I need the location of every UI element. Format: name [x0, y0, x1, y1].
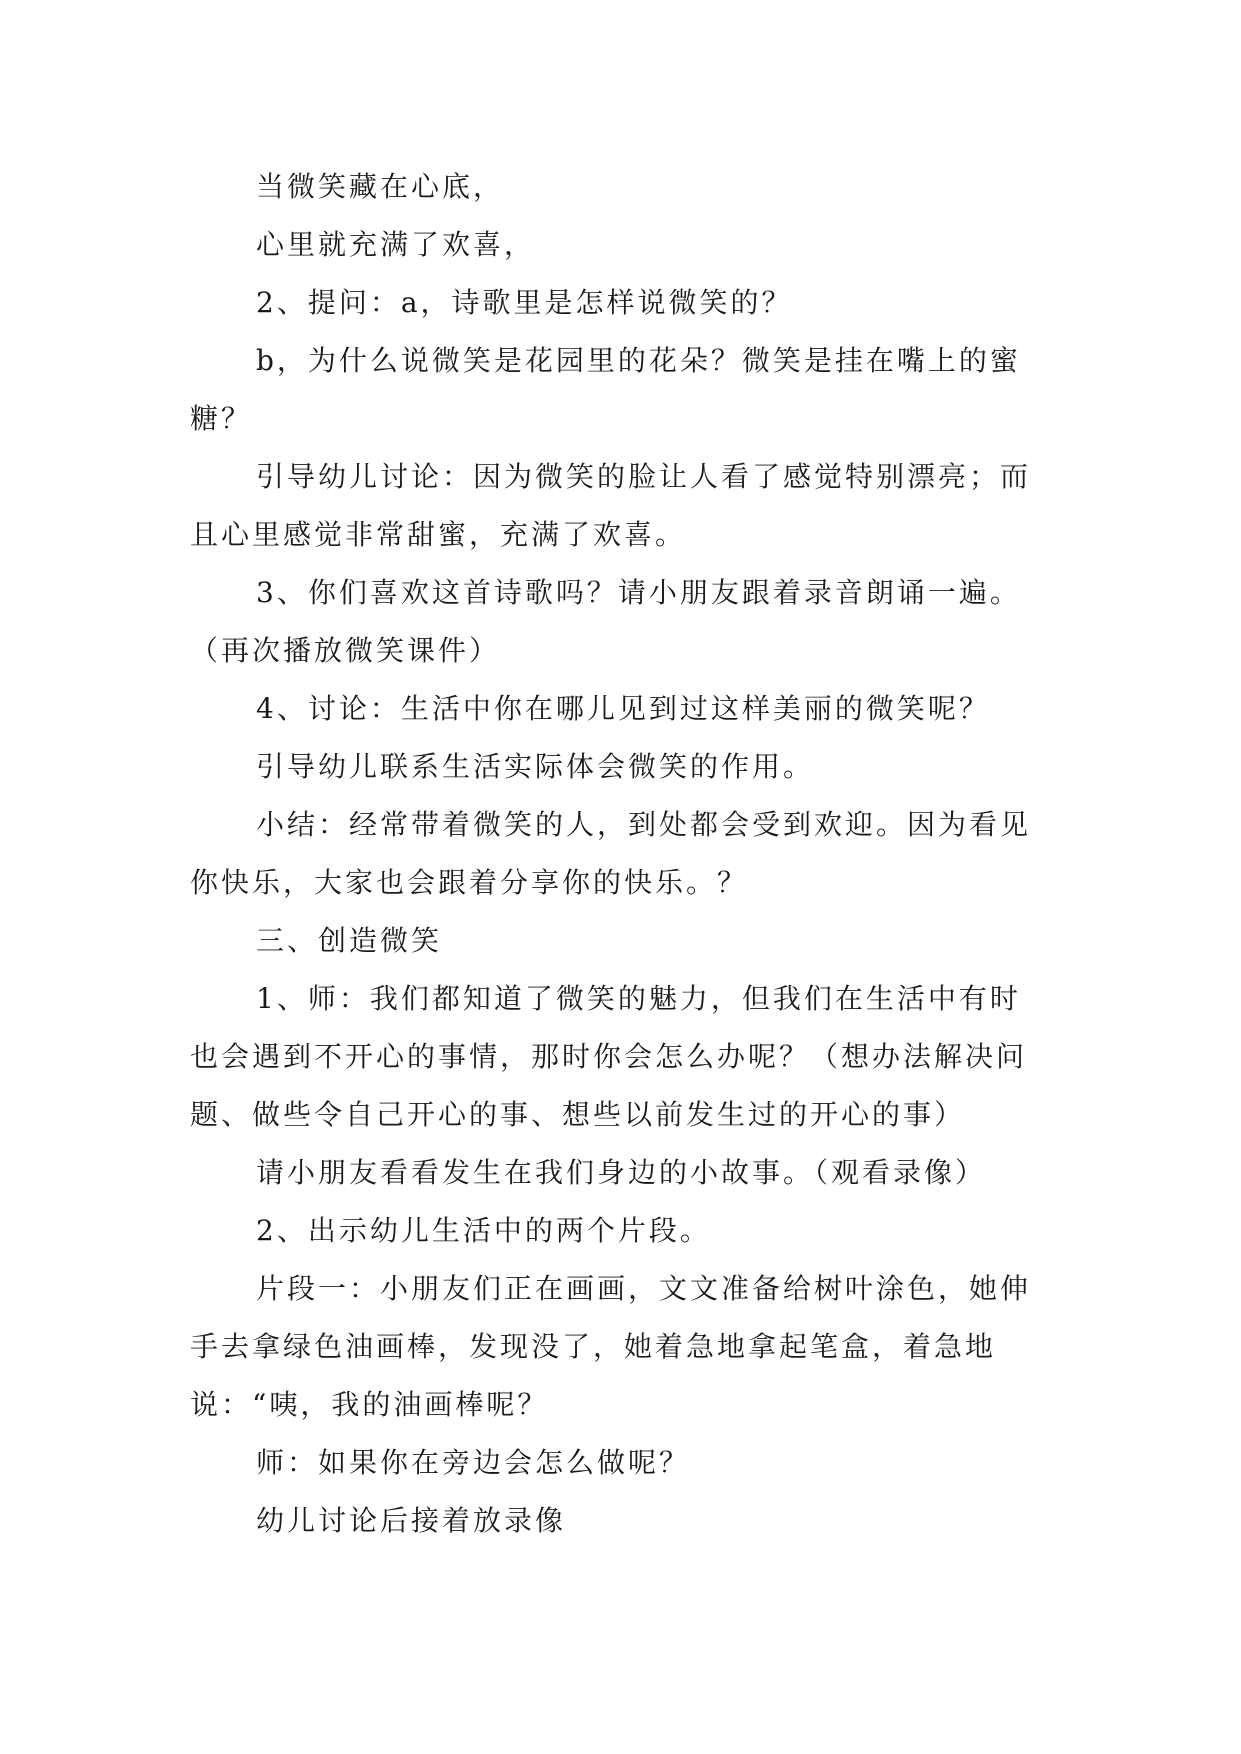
paragraph-heart-joy: 心里就充满了欢喜， [256, 228, 536, 261]
paragraph-summary: 小结：经常带着微笑的人，到处都会受到欢迎。因为看见你快乐，大家也会跟着分享你的快乐。？ [190, 808, 1032, 899]
paragraph-question-4: 4、讨论：生活中你在哪儿见到过这样美丽的微笑呢？ [256, 692, 990, 725]
paragraph-smile-hidden: 当微笑藏在心底， [256, 170, 505, 203]
paragraph-guide-discussion: 引导幼儿讨论：因为微笑的脸让人看了感觉特别漂亮；而且心里感觉非常甜蜜，充满了欢喜。 [190, 460, 1032, 551]
paragraph-watch-video: 请小朋友看看发生在我们身边的小故事。（观看录像） [256, 1156, 987, 1189]
paragraph-clip-one: 片段一：小朋友们正在画画，文文准备给树叶涂色，她伸手去拿绿色油画棒，发现没了，她着急地拿起笔盒，着急地说：“咦，我的油画棒呢？ [190, 1272, 1032, 1421]
paragraph-show-clips: 2、出示幼儿生活中的两个片段。 [256, 1214, 711, 1247]
paragraph-question-2: 2、提问：a，诗歌里是怎样说微笑的？ [256, 286, 793, 319]
paragraph-guide-life: 引导幼儿联系生活实际体会微笑的作用。 [256, 750, 815, 783]
document-body [190, 158, 1050, 1550]
paragraph-teacher-question: 师：如果你在旁边会怎么做呢？ [256, 1446, 691, 1479]
paragraph-question-3: 3、你们喜欢这首诗歌吗？请小朋友跟着录音朗诵一遍。（再次播放微笑课件） [190, 576, 1021, 667]
paragraph-teacher-1: 1、师：我们都知道了微笑的魅力，但我们在生活中有时也会遇到不开心的事情，那时你会怎么办呢？（想办法解决问题、做些令自己开心的事、想些以前发生过的开心的事） [190, 982, 1028, 1131]
section-heading-create-smile: 三、创造微笑 [256, 924, 443, 957]
paragraph-question-b: b，为什么说微笑是花园里的花朵？微笑是挂在嘴上的蜜糖？ [190, 344, 1021, 435]
paragraph-discussion-continue: 幼儿讨论后接着放录像 [256, 1504, 567, 1537]
